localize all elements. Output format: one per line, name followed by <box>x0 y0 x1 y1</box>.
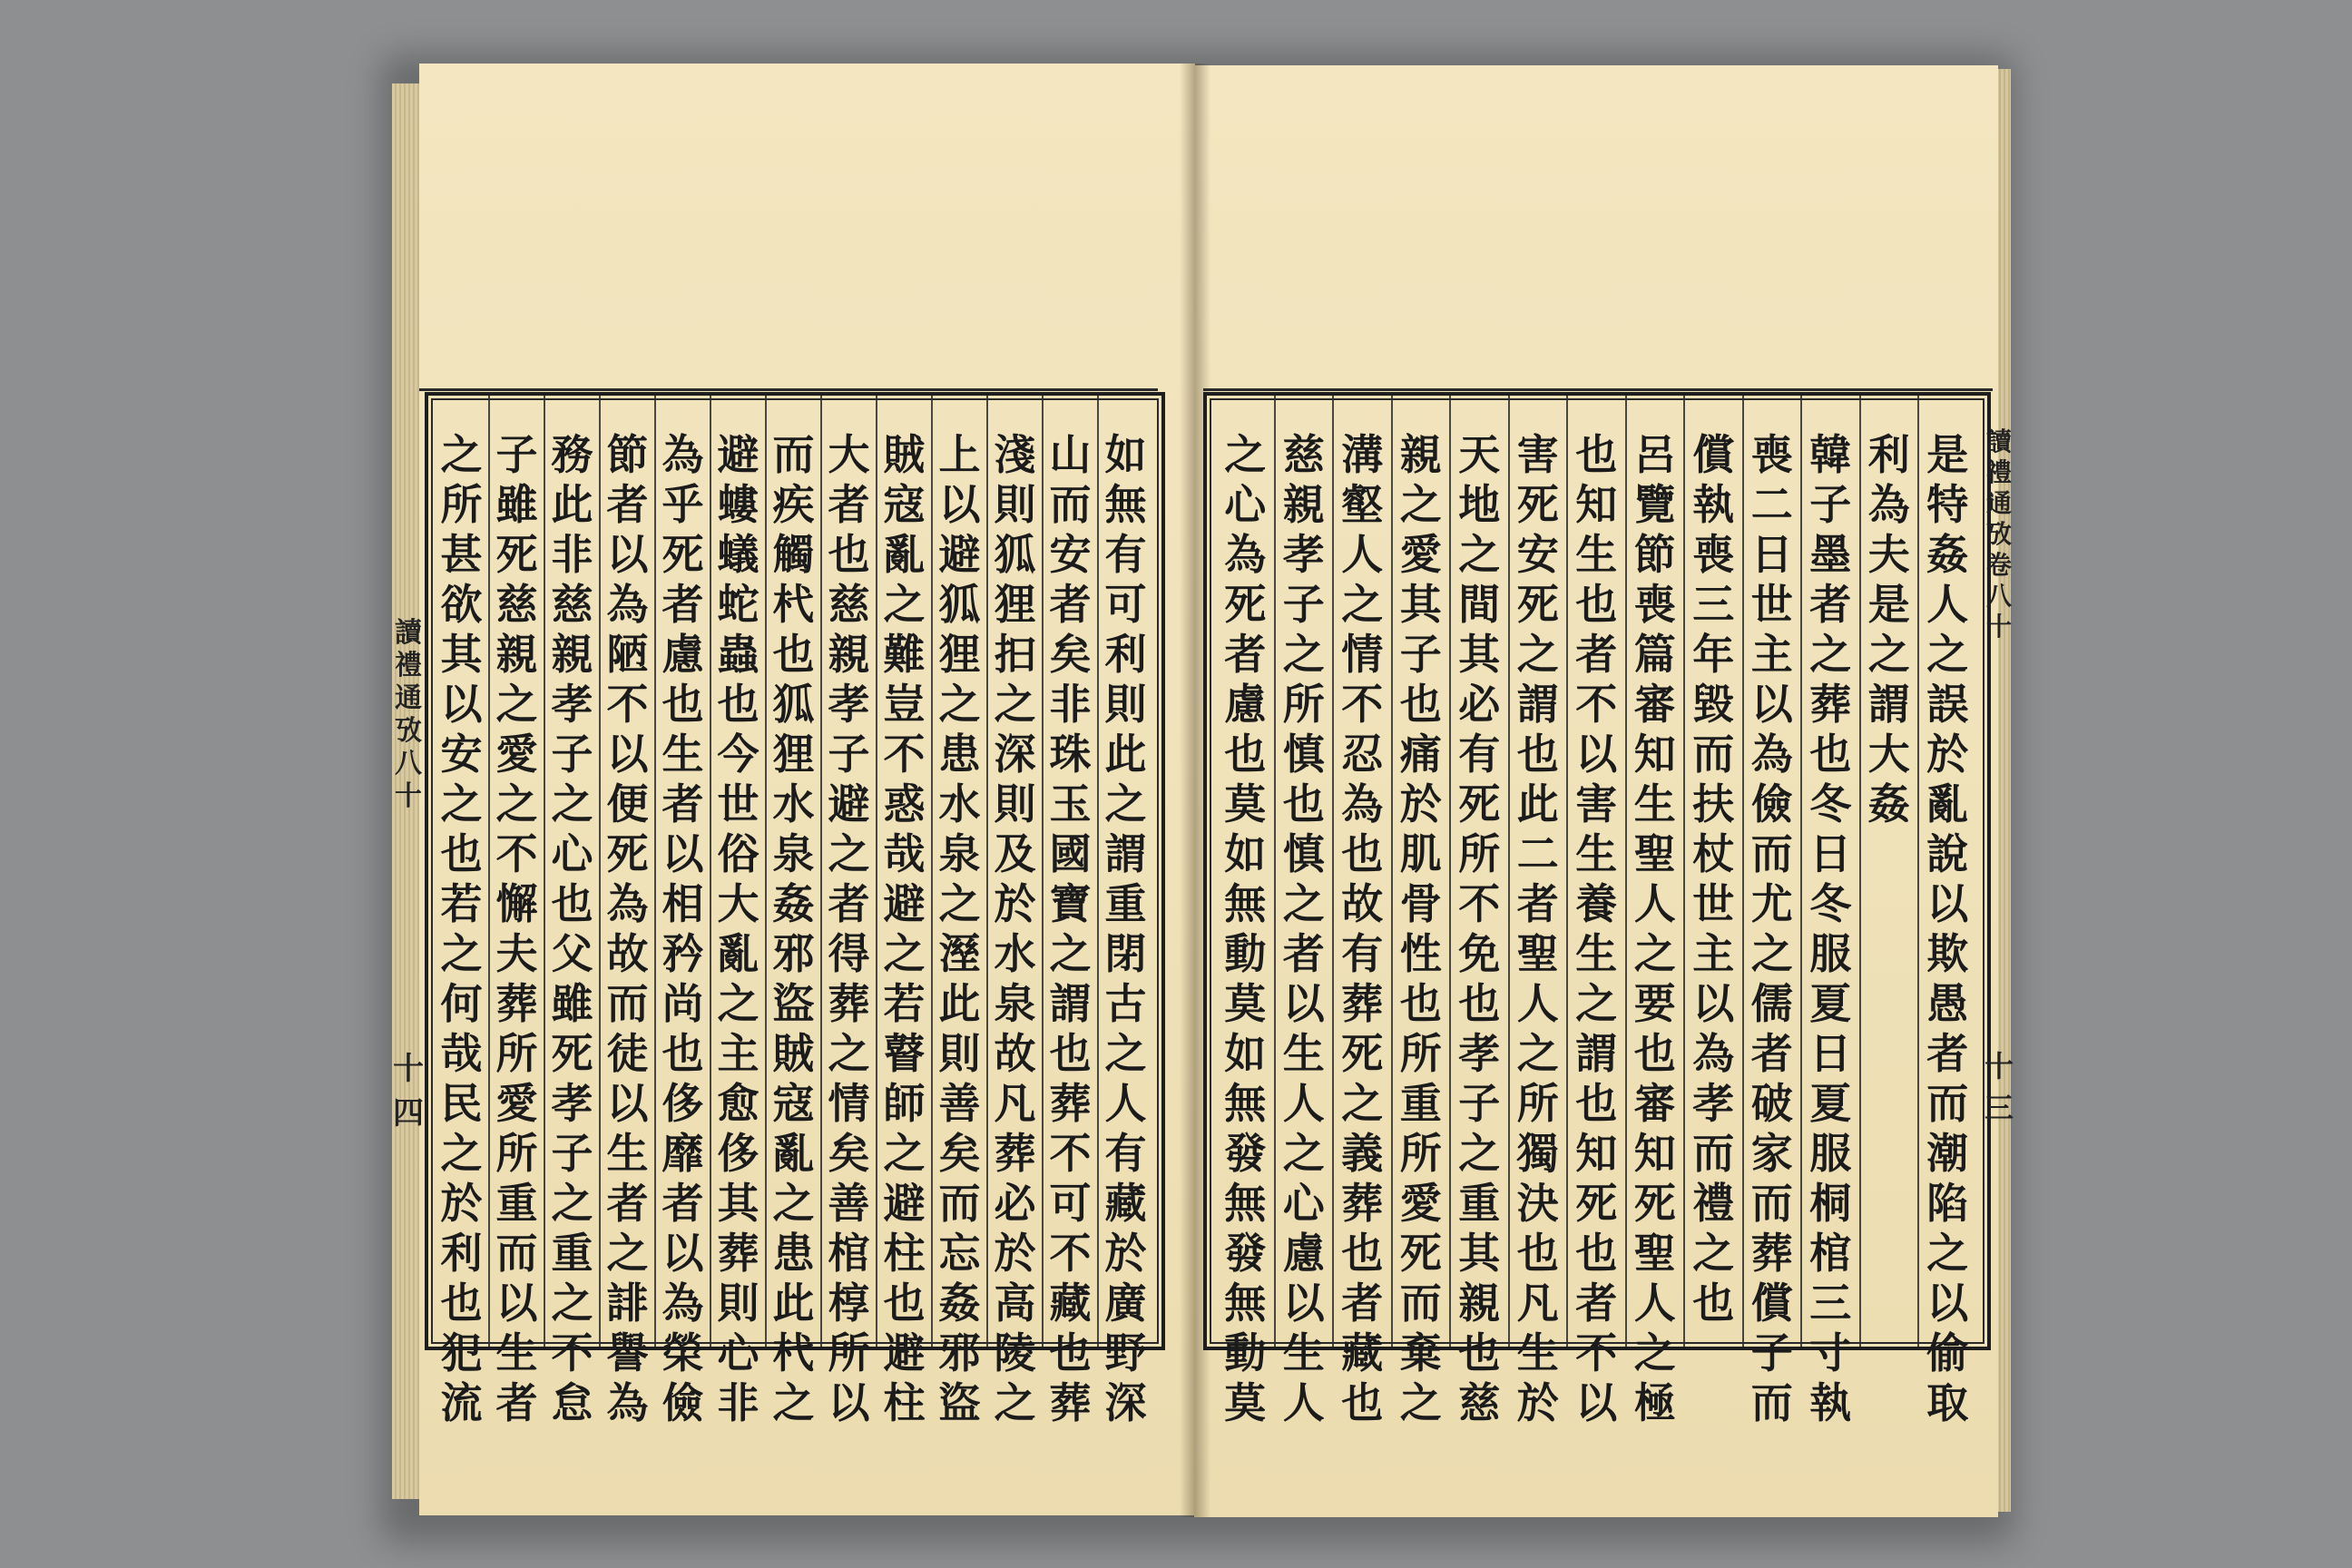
column-rule <box>1625 396 1627 1347</box>
right-margin-title: 讀 禮 通 攷 卷 八 十 <box>1985 426 2012 642</box>
left-folio: 十四 <box>393 1051 424 1132</box>
text-column: 喪 二 日 世 主 以 為 儉 而 尤 之 儒 者 破 家 而 葬 償 子 而 <box>1750 430 1793 1427</box>
right-text-frame <box>1203 392 1991 1427</box>
text-column: 淺 則 狐 狸 抇 之 深 則 及 於 水 泉 故 凡 葬 必 於 高 陵 之 <box>994 430 1036 1427</box>
column-rule <box>1391 396 1393 1347</box>
column-rule <box>1683 396 1685 1347</box>
text-column: 天 地 之 間 其 必 有 死 所 不 免 也 孝 子 之 重 其 親 也 慈 <box>1458 430 1501 1427</box>
column-rule <box>1742 396 1744 1347</box>
text-column: 務 此 非 慈 親 孝 子 之 心 也 父 雖 死 孝 子 之 重 之 不 怠 <box>551 430 593 1427</box>
column-rule <box>1917 396 1919 1347</box>
column-rule <box>765 396 767 1347</box>
column-rule <box>876 396 877 1347</box>
text-column: 大 者 也 慈 親 孝 子 避 之 者 得 葬 之 情 矣 善 棺 椁 所 以 <box>828 430 870 1427</box>
column-rule <box>488 396 490 1347</box>
text-column: 害 死 安 死 之 謂 也 此 二 者 聖 人 之 所 獨 決 也 凡 生 於 <box>1516 430 1559 1427</box>
text-column: 慈 親 孝 子 之 所 慎 也 慎 之 者 以 生 人 之 心 慮 以 生 人 <box>1282 430 1325 1427</box>
text-column: 利 為 夫 是 之 謂 大 姦 <box>1867 430 1910 828</box>
text-column: 賊 寇 亂 之 難 豈 不 惑 哉 避 之 若 瞽 師 之 避 柱 也 避 柱 <box>883 430 926 1427</box>
column-rule <box>1332 396 1334 1347</box>
column-rule <box>544 396 545 1347</box>
column-rule <box>986 396 988 1347</box>
column-rule <box>1042 396 1044 1347</box>
left-margin-title: 讀 禮 通 攷 八 十 <box>395 617 422 812</box>
right-folio: 十三 <box>1984 1049 2014 1125</box>
text-column: 為 乎 死 者 慮 也 生 者 以 相 矜 尚 也 侈 靡 者 以 為 榮 儉 <box>662 430 704 1427</box>
column-rule <box>1274 396 1276 1347</box>
text-column: 子 雖 死 慈 親 之 愛 之 不 懈 夫 葬 所 愛 所 重 而 以 生 者 <box>495 430 538 1427</box>
left-top-rule <box>419 388 1158 391</box>
text-column: 韓 子 墨 者 之 葬 也 冬 日 冬 服 夏 日 夏 服 桐 棺 三 寸 執 <box>1809 430 1852 1427</box>
column-rule <box>1508 396 1510 1347</box>
text-column: 也 知 生 也 者 不 以 害 生 養 生 之 謂 也 知 死 也 者 不 以 <box>1575 430 1618 1427</box>
column-rule <box>1449 396 1451 1347</box>
text-column: 避 螻 蟻 蛇 蟲 也 今 世 俗 大 亂 之 主 愈 侈 其 葬 則 心 非 <box>717 430 760 1427</box>
column-rule <box>1566 396 1568 1347</box>
column-rule <box>710 396 711 1347</box>
text-column: 山 而 安 者 矣 非 珠 玉 國 寶 之 謂 也 葬 不 可 不 藏 也 葬 <box>1049 430 1092 1427</box>
column-rule <box>1800 396 1802 1347</box>
column-rule <box>654 396 656 1347</box>
text-column: 溝 壑 人 之 情 不 忍 為 也 故 有 葬 死 之 義 葬 也 者 藏 也 <box>1341 430 1384 1427</box>
column-rule <box>1097 396 1099 1347</box>
column-rule <box>599 396 601 1347</box>
text-column: 上 以 避 狐 狸 之 患 水 泉 之 溼 此 則 善 矣 而 忘 姦 邪 盜 <box>938 430 981 1427</box>
left-text-frame <box>425 392 1165 1427</box>
text-column: 節 者 以 為 陋 不 以 便 死 為 故 而 徒 以 生 者 之 誹 譽 為 <box>606 430 649 1427</box>
text-column: 之 心 為 死 者 慮 也 莫 如 無 動 莫 如 無 發 無 發 無 動 莫 <box>1224 430 1267 1427</box>
text-column: 而 疾 觸 杙 也 狐 狸 水 泉 姦 邪 盜 賊 寇 亂 之 患 此 杙 之 <box>772 430 815 1427</box>
column-rule <box>931 396 933 1347</box>
column-rule <box>1859 396 1861 1347</box>
text-column: 如 無 有 可 利 則 此 之 謂 重 閉 古 之 人 有 藏 於 廣 野 深 <box>1104 430 1147 1427</box>
text-column: 是 特 姦 人 之 誤 於 亂 說 以 欺 愚 者 而 潮 陷 之 以 偷 取 <box>1926 430 1969 1427</box>
text-column: 償 執 喪 三 年 毀 而 扶 杖 世 主 以 為 孝 而 禮 之 也 <box>1692 430 1735 1328</box>
right-top-rule <box>1203 388 1993 391</box>
text-column: 呂 覽 節 喪 篇 審 知 生 聖 人 之 要 也 審 知 死 聖 人 之 極 <box>1633 430 1676 1427</box>
text-column: 親 之 愛 其 子 也 痛 於 肌 骨 性 也 所 重 所 愛 死 而 棄 之 <box>1399 430 1442 1427</box>
text-column: 之 所 甚 欲 其 以 安 之 也 若 之 何 哉 民 之 於 利 也 犯 流 <box>440 430 483 1427</box>
column-rule <box>820 396 822 1347</box>
